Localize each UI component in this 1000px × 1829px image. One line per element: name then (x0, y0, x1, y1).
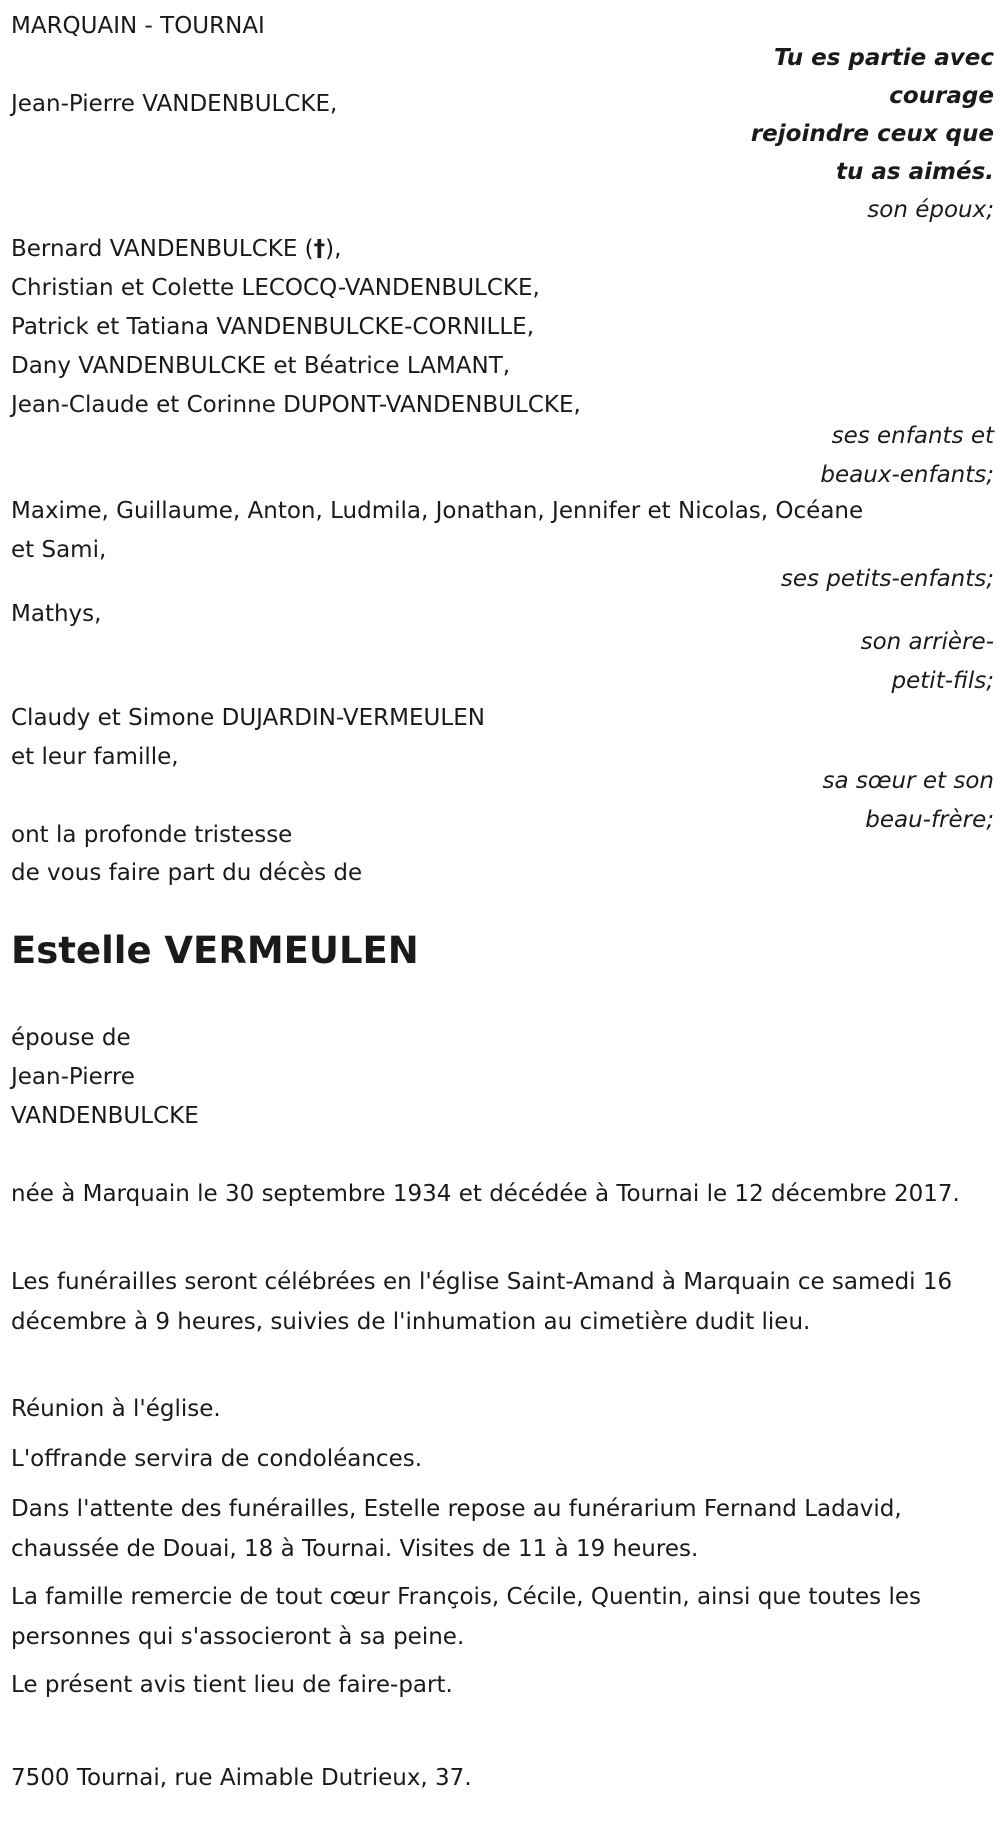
children-role: ses enfants et (831, 423, 994, 449)
quote-line: tu as aimés. (836, 159, 994, 185)
address-line: 7500 Tournai, rue Aimable Dutrieux, 37. (11, 1765, 472, 1791)
funeral-paragraph: Les funérailles seront célébrées en l'église Saint-Amand à Marquain ce samedi 16 décembre à 9 heures, suivies de l'inhumation au cimetière dudit lieu. (11, 1269, 953, 1335)
child-line: Dany VANDENBULCKE et Béatrice LAMANT, (11, 353, 511, 379)
viewing-paragraph: Dans l'attente des funérailles, Estelle repose au funérarium Fernand Ladavid, chaussée de Douai, 18 à Tournai. Visites de 11 à 19 heures. (11, 1496, 902, 1562)
great-grandchild-role: son arrière- (860, 629, 994, 655)
grandchildren-line: Maxime, Guillaume, Anton, Ludmila, Jonathan, Jennifer et Nicolas, Océane (11, 498, 864, 524)
grandchildren-line: et Sami, (11, 537, 107, 563)
birth-death-paragraph: née à Marquain le 30 septembre 1934 et décédée à Tournai le 12 décembre 2017. (11, 1181, 960, 1207)
child-line: Christian et Colette LECOCQ-VANDENBULCKE, (11, 275, 540, 301)
cross-icon: † (313, 236, 326, 262)
deceased-name: Estelle VERMEULEN (11, 929, 419, 972)
sibling-line: et leur famille, (11, 744, 179, 770)
thanks-paragraph: La famille remercie de tout cœur François, Cécile, Quentin, ainsi que toutes les personnes qui s'associeront à sa peine. (11, 1584, 921, 1650)
siblings-role: sa sœur et son (822, 768, 994, 794)
notice-paragraph: Le présent avis tient lieu de faire-part. (11, 1672, 453, 1698)
great-grandchild-name: Mathys, (11, 601, 102, 627)
announcement-line: ont la profonde tristesse (11, 822, 293, 848)
child-name-suffix: ), (325, 236, 342, 262)
quote-line: rejoindre ceux que (750, 121, 994, 147)
spouse-of-line: épouse de (11, 1025, 131, 1051)
child-line: Jean-Claude et Corinne DUPONT-VANDENBULCKE, (11, 392, 581, 418)
offering-paragraph: L'offrande servira de condoléances. (11, 1446, 423, 1472)
spouse-role: son époux; (867, 197, 994, 223)
spouse-of-line: VANDENBULCKE (11, 1103, 199, 1129)
announcement-line: de vous faire part du décès de (11, 860, 363, 886)
quote-line: Tu es partie avec (774, 45, 994, 71)
spouse-of-line: Jean-Pierre (11, 1064, 135, 1090)
spouse-name: Jean-Pierre VANDENBULCKE, (11, 91, 338, 117)
meeting-paragraph: Réunion à l'église. (11, 1396, 221, 1422)
sibling-line: Claudy et Simone DUJARDIN-VERMEULEN (11, 705, 485, 731)
grandchildren-role: ses petits-enfants; (780, 566, 994, 592)
great-grandchild-role: petit-fils; (891, 668, 994, 694)
children-role: beaux-enfants; (820, 462, 994, 488)
child-name: Bernard VANDENBULCKE ( (11, 236, 314, 262)
location-header: MARQUAIN - TOURNAI (11, 13, 265, 39)
child-line: Patrick et Tatiana VANDENBULCKE-CORNILLE, (11, 314, 535, 340)
child-line (11, 229, 341, 269)
siblings-role: beau-frère; (865, 807, 994, 833)
quote-line: courage (889, 83, 994, 109)
